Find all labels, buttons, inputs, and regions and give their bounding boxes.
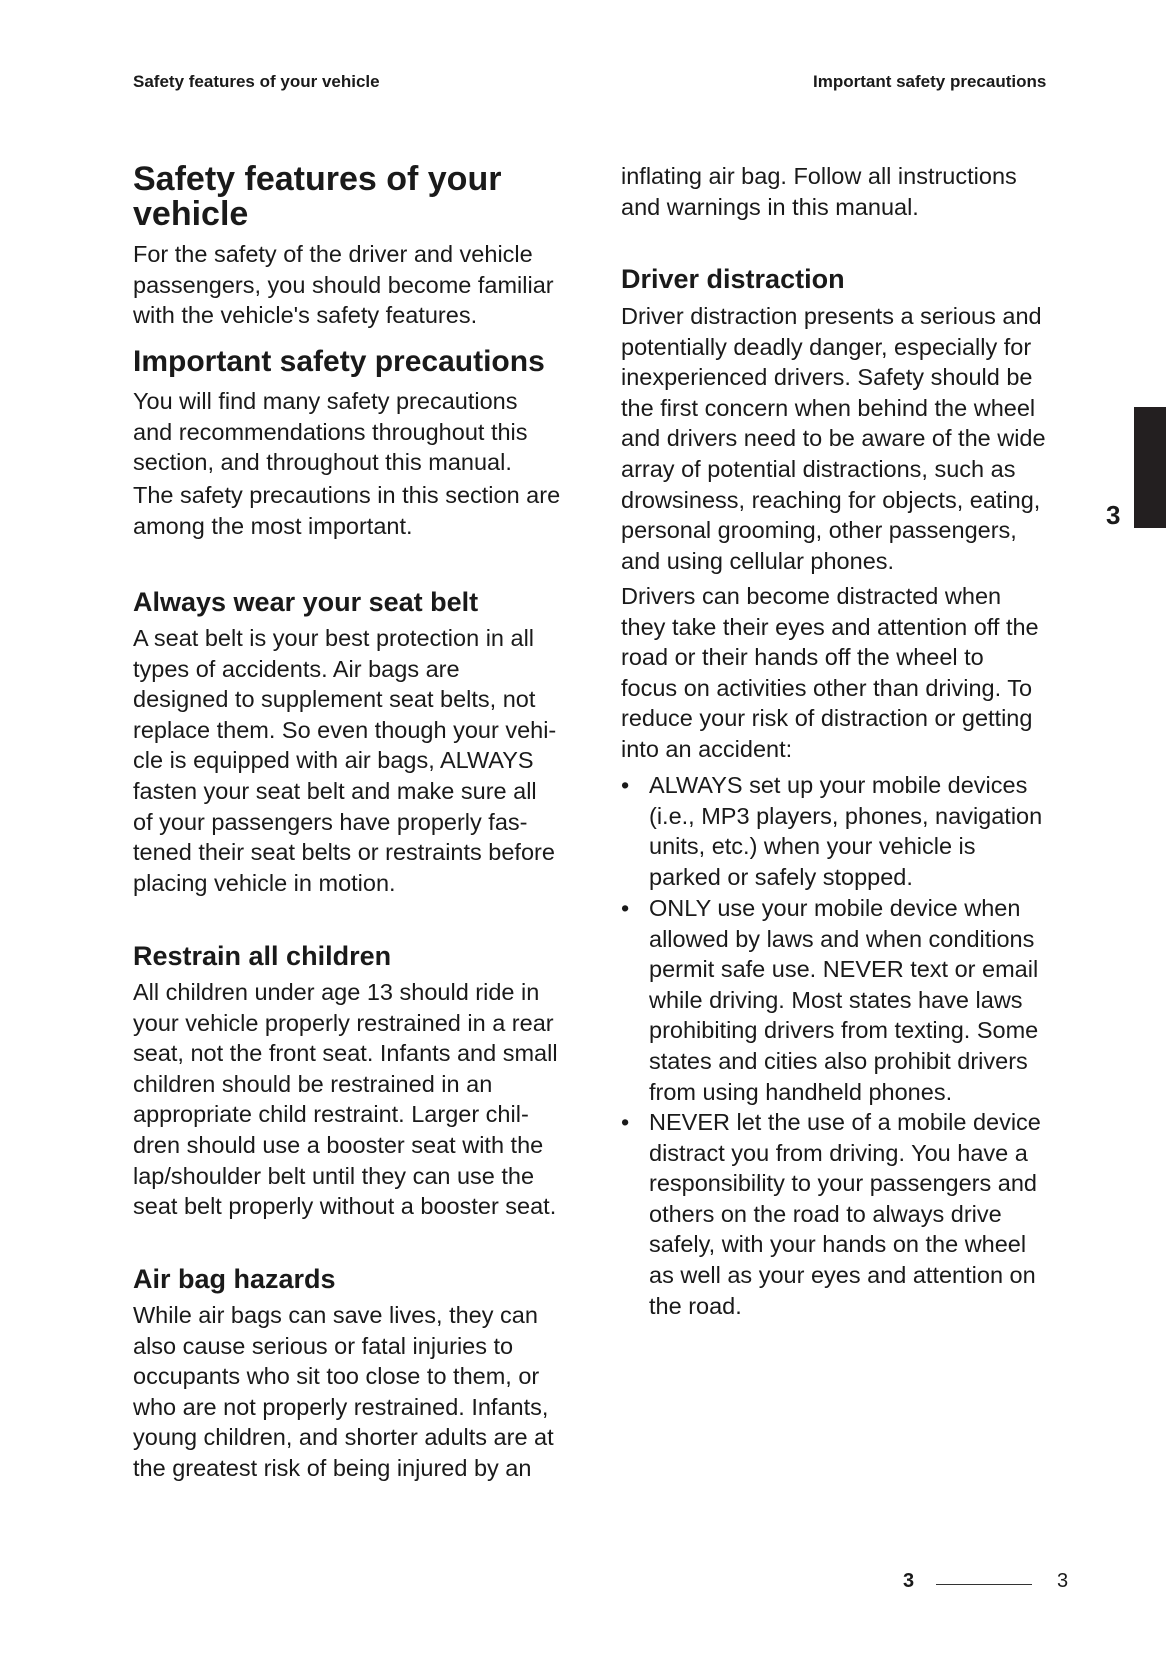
text-line: passengers, you should become familiar — [133, 271, 554, 298]
text-line: section, and throughout this manual. — [133, 449, 512, 476]
children-heading: Restrain all children — [133, 941, 392, 971]
text-line: ALWAYS set up your mobile devices — [649, 772, 1028, 798]
chapter-tab — [1134, 407, 1166, 528]
text-line: your vehicle properly restrained in a rear — [133, 1009, 554, 1036]
text-line: replace them. So even though your vehi- — [133, 716, 557, 743]
text-line: safely, with your hands on the wheel — [649, 1231, 1027, 1258]
text-line: personal grooming, other passengers, — [621, 517, 1017, 544]
bullet-icon: • — [621, 1109, 630, 1135]
text-line: types of accidents. Air bags are — [133, 655, 460, 682]
text-line: Drivers can become distracted when — [621, 583, 1002, 609]
airbag-heading: Air bag hazards — [133, 1264, 336, 1294]
page-title — [133, 162, 501, 232]
text-line: and recommendations throughout this — [133, 418, 528, 445]
text-line: array of potential distractions, such as — [621, 455, 1016, 482]
text-line: ONLY use your mobile device when — [649, 895, 1021, 921]
text-line: fasten your seat belt and make sure all — [133, 777, 537, 804]
text-line: who are not properly restrained. Infants, — [133, 1393, 549, 1420]
chapter-tab-number: 3 — [1106, 500, 1121, 530]
text-line: among the most important. — [133, 512, 413, 539]
text-line: vehicle — [133, 195, 249, 233]
footer-divider — [936, 1584, 1032, 1585]
bullet-icon: • — [621, 772, 630, 798]
text-line: others on the road to always drive — [649, 1200, 1002, 1227]
text-line: allowed by laws and when conditions — [649, 925, 1035, 952]
text-line: and using cellular phones. — [621, 547, 895, 574]
text-line: road or their hands off the wheel to — [621, 644, 984, 671]
bullet-text — [649, 1107, 1041, 1321]
text-line: responsibility to your passengers and — [649, 1170, 1037, 1197]
text-line: (i.e., MP3 players, phones, navigation — [649, 802, 1043, 829]
text-line: appropriate child restraint. Larger chil- — [133, 1101, 529, 1128]
text-line: with the vehicle's safety features. — [133, 302, 478, 329]
text-line: they take their eyes and attention off the — [621, 613, 1039, 640]
text-line: and drivers need to be aware of the wide — [621, 425, 1046, 452]
text-line: states and cities also prohibit drivers — [649, 1047, 1028, 1074]
distraction-heading: Driver distraction — [621, 264, 845, 294]
text-line: from using handheld phones. — [649, 1078, 953, 1105]
airbag-paragraph-continued — [621, 161, 1017, 222]
text-line: inexperienced drivers. Safety should be — [621, 364, 1033, 391]
footer-page-number: 3 — [1057, 1570, 1069, 1592]
text-line: children should be restrained in an — [133, 1070, 493, 1097]
children-paragraph — [133, 977, 558, 1222]
text-line: inflating air bag. Follow all instructions — [621, 163, 1017, 189]
text-line: dren should use a booster seat with the — [133, 1131, 544, 1158]
text-line: permit safe use. NEVER text or email — [649, 956, 1039, 983]
text-line: reduce your risk of distraction or getting — [621, 705, 1033, 732]
bullet-text — [649, 893, 1038, 1107]
text-line: parked or safely stopped. — [649, 863, 913, 890]
text-line: cle is equipped with air bags, ALWAYS — [133, 747, 534, 774]
precautions-paragraph-2 — [133, 480, 560, 541]
text-line: while driving. Most states have laws — [649, 986, 1023, 1013]
text-line: young children, and shorter adults are at — [133, 1424, 554, 1451]
text-line: seat belt properly without a booster seat. — [133, 1193, 557, 1220]
bullet-icon: • — [621, 895, 630, 921]
bullet-text — [649, 770, 1042, 892]
text-line: For the safety of the driver and vehicle — [133, 241, 533, 267]
seatbelt-paragraph — [133, 623, 556, 898]
text-line: seat, not the front seat. Infants and small — [133, 1040, 558, 1067]
text-line: The safety precautions in this section are — [133, 482, 561, 508]
text-line: units, etc.) when your vehicle is — [649, 833, 976, 860]
text-line: lap/shoulder belt until they can use the — [133, 1162, 535, 1189]
text-line: tened their seat belts or restraints before — [133, 839, 555, 866]
text-line: also cause serious or fatal injuries to — [133, 1332, 514, 1359]
text-line: distract you from driving. You have a — [649, 1139, 1028, 1166]
intro-paragraph — [133, 239, 554, 331]
text-line: A seat belt is your best protection in all — [133, 625, 535, 651]
text-line: the greatest risk of being injured by an — [133, 1454, 532, 1481]
footer-chapter-number: 3 — [903, 1570, 915, 1592]
text-line: placing vehicle in motion. — [133, 869, 396, 896]
text-line: focus on activities other than driving. To — [621, 674, 1033, 701]
text-line: Safety features of your — [133, 160, 502, 198]
text-line: NEVER let the use of a mobile device — [649, 1109, 1041, 1135]
running-header-section: Safety features of your vehicle — [133, 72, 380, 91]
precautions-heading: Important safety precautions — [133, 345, 545, 378]
text-line: of your passengers have properly fas- — [133, 808, 528, 835]
text-line: as well as your eyes and attention on — [649, 1261, 1036, 1288]
text-line: into an accident: — [621, 735, 793, 762]
distraction-paragraph-2 — [621, 581, 1039, 765]
text-line: and warnings in this manual. — [621, 193, 919, 220]
text-line: You will find many safety precautions — [133, 388, 518, 414]
precautions-paragraph-1 — [133, 386, 528, 478]
text-line: potentially deadly danger, especially for — [621, 333, 1032, 360]
text-line: All children under age 13 should ride in — [133, 979, 540, 1005]
text-line: prohibiting drivers from texting. Some — [649, 1017, 1039, 1044]
airbag-paragraph — [133, 1300, 554, 1484]
text-line: occupants who sit too close to them, or — [133, 1363, 540, 1390]
text-line: the road. — [649, 1292, 742, 1319]
text-line: While air bags can save lives, they can — [133, 1302, 538, 1328]
distraction-paragraph-1 — [621, 301, 1046, 576]
text-line: the first concern when behind the wheel — [621, 394, 1036, 421]
text-line: Driver distraction presents a serious and — [621, 303, 1042, 329]
text-line: drowsiness, reaching for objects, eating, — [621, 486, 1041, 513]
running-header-topic: Important safety precautions — [813, 72, 1047, 91]
seatbelt-heading: Always wear your seat belt — [133, 587, 479, 617]
text-line: designed to supplement seat belts, not — [133, 686, 536, 713]
